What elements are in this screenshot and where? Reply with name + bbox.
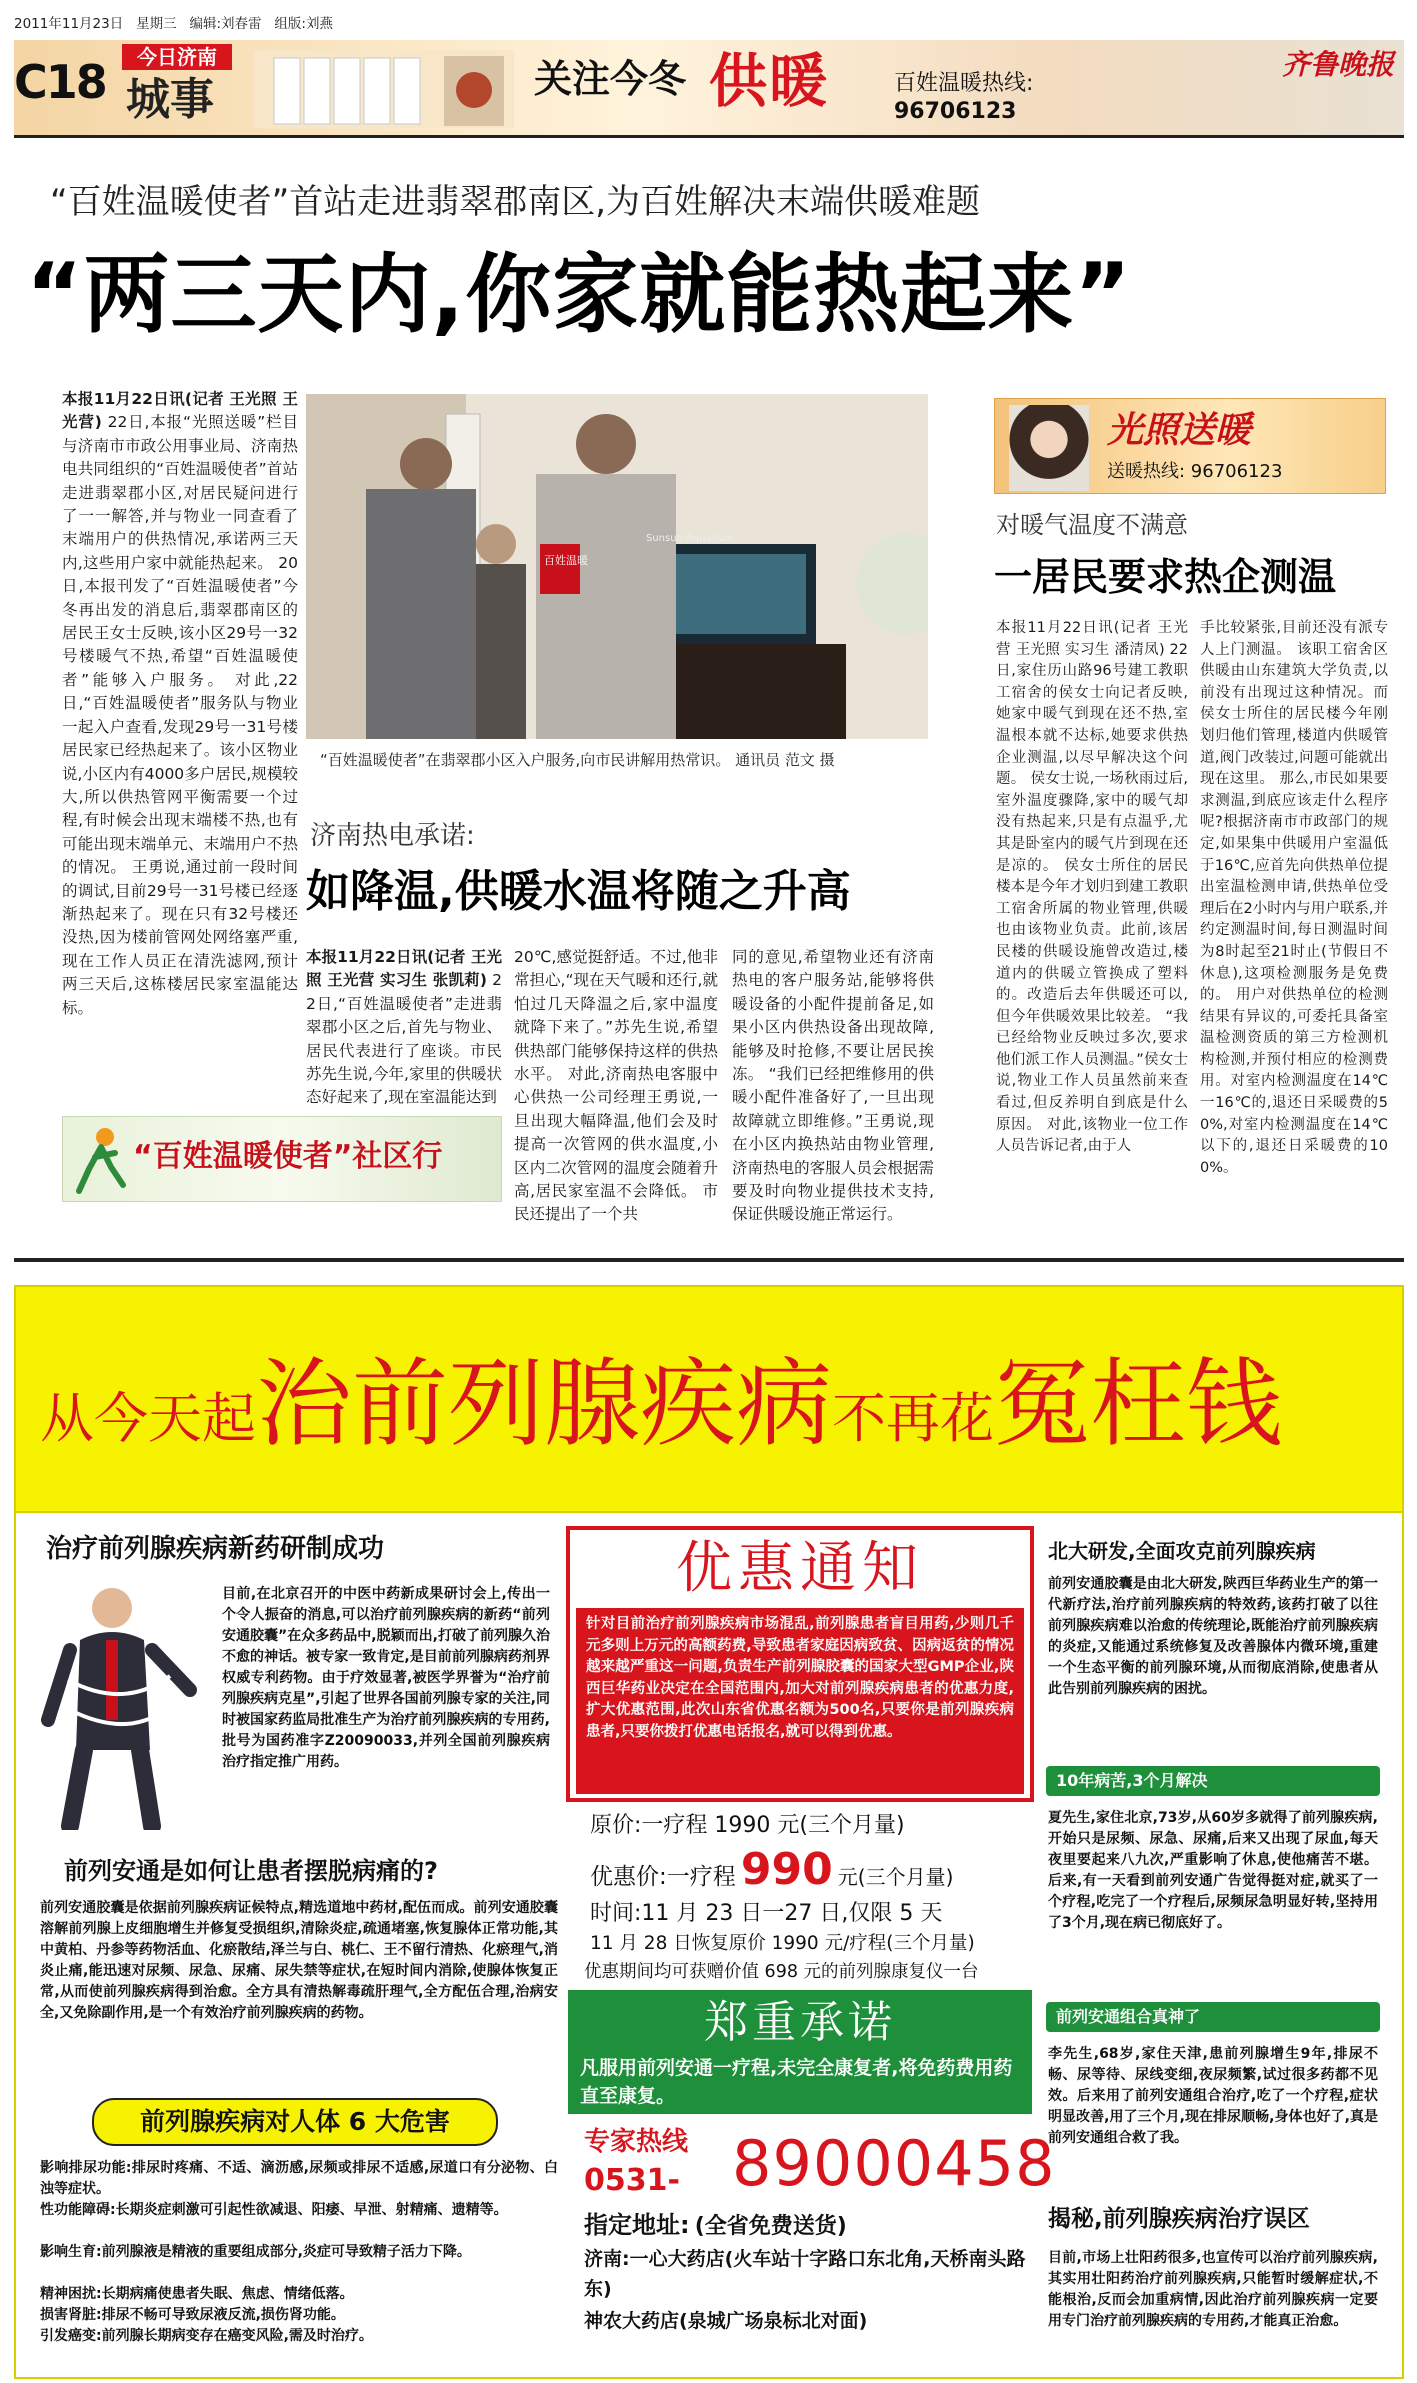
ad-right-head: 北大研发,全面攻克前列腺疾病 — [1048, 1539, 1316, 1563]
side-body-1: 本报11月22日讯(记者 王光营 王光照 实习生 潘清凤) 22日,家住历山路96号建工教职工宿舍的侯女士向记者反映,她家中暖气到现在还不热,室温根本就不达标,她要求供热企业测温,以尽早解决这个问题。 侯女士说,一场秋雨过后,室外温度骤降,家中的暖气却没有热起来,只是有点温乎,尤其是卧室内的暖气片到现在还是凉的。 侯女士所住的居民楼本是今年才划归到建工教职工宿舍所属的物业管理,供暖也由该物业负责。此前,该居民楼的供暖设施曾改造过,楼道内的供暖立管换成了塑料的。改造后去年供暖还可以,但今年供暖效果比较差。 “我已经给物业反映过多次,要求他们派工作人员测温。”侯女士说,物业工作人员虽然前来查看过,但反养明自到底是什么原因。 对此,该物业一位工作人员告诉记者,由于人 — [996, 620, 1188, 1155]
ad-address-1: 济南:一心大药店(火车站十字路口东北角,天桥南头路东) — [584, 2248, 1026, 2300]
banner-title-b: 供暖 — [709, 47, 830, 115]
masthead-meta — [14, 12, 614, 32]
side-brand-box — [994, 398, 1386, 494]
ad-promo-text: 针对目前治疗前列腺疾病市场混乱,前列腺患者盲目用药,少则几千元多则上万元的高额药费,导致患者家庭因病致贫、因病返贫的情况越来越严重这一问题,负责生产前列腺胶囊的国家大型GMP企业,陕西巨华药业决定在全国范围内,加大对前列腺疾病患者的优惠力度,扩大优惠范围,此次山东省优惠名额为500名,只要你是前列腺疾病患者,只要你拨打优惠电话报名,就可以得到优惠。 — [586, 1616, 1014, 1740]
ad-sale-unit: 元(三个月量) — [837, 1865, 954, 1889]
ad-danger-item: 影响生育:前列腺液是精液的重要组成部分,炎症可导致精子活力下降。 — [40, 2244, 471, 2260]
masthead-weekday: 星期三 — [136, 16, 177, 32]
ad-danger-item: 损害肾脏:排尿不畅可导致尿液反流,损伤肾功能。 — [40, 2307, 345, 2323]
community-banner-text: “百姓温暖使者”社区行 — [133, 1139, 443, 1174]
ad-left-head: 治疗前列腺疾病新药研制成功 — [46, 1534, 385, 1564]
photo-armband: 百姓温暖 — [544, 554, 588, 567]
masthead-layout: 组版:刘燕 — [274, 16, 333, 32]
ad-myth-head: 揭秘,前列腺疾病治疗误区 — [1048, 2206, 1310, 2232]
ad-doctor-illustration — [40, 1580, 208, 1830]
ad-sale-price: 990 — [740, 1844, 833, 1895]
ad-left-body-2: 前列安通胶囊是依据前列腺疾病证候特点,精选道地中药材,配伍而成。前列安通胶囊溶解前列腺上皮细胞增生并修复受损组织,清除炎症,疏通堵塞,恢复腺体正常功能,其中黄柏、丹参等药物活血、化瘀散结,泽兰与白、桃仁、王不留行清热、化瘀理气,消炎止痛,能迅速对尿频、尿急、尿痛、尿失禁等症状,在短时间内消除,使腺体恢复正常,从而使前列腺疾病得到治愈。全方具有清热解毒疏肝理气,全方配伍合理,治病安全,又免除副作用,是一个有效治疗前列腺疾病的药物。 — [40, 1900, 558, 2021]
ad-danger-item: 影响排尿功能:排尿时疼痛、不适、滴沥感,尿频或排尿不适感,尿道口有分泌物、白浊等症状。 — [40, 2160, 558, 2197]
masthead-banner — [14, 40, 1404, 138]
page-number: C18 — [14, 55, 106, 109]
ad-left-head-2: 前列安通是如何让患者摆脱病痛的? — [64, 1857, 438, 1885]
masthead-date: 2011年11月23日 — [14, 16, 124, 32]
ad-title — [40, 1329, 1390, 1479]
ad-address-2: 神农大药店(泉城广场泉标北对面) — [584, 2310, 868, 2332]
side-headline: 一居民要求热企测温 — [994, 555, 1337, 599]
side-brand: 光照送暖 — [1107, 410, 1252, 451]
ad-promo-box — [566, 1526, 1034, 1802]
ad-title-band — [14, 1285, 1404, 1513]
lead-headline: “两三天内,你家就能热起来” — [26, 245, 1132, 345]
hotline-label: 百姓温暖热线: — [894, 71, 1034, 96]
radiator-icon — [254, 50, 514, 128]
ad-area-code: 0531- — [584, 2163, 680, 2198]
section-label: 城事 — [126, 74, 214, 125]
ad-promise-title: 郑重承诺 — [704, 1997, 896, 2048]
ad-danger-item: 性功能障碍:长期炎症刺激可引起性欲减退、阳痿、早泄、射精痛、遗精等。 — [40, 2202, 508, 2218]
ad-address-line — [584, 2208, 1034, 2242]
sub-headline: 如降温,供暖水温将随之升高 — [306, 866, 851, 917]
side-column-1 — [996, 618, 1188, 1218]
ad-title-b: 治前列腺疾病 — [256, 1348, 832, 1460]
lead-kicker: “百姓温暖使者”首站走进翡翠郡南区,为百姓解决末端供暖难题 — [50, 182, 981, 222]
ad-case2-body: 李先生,68岁,家住天津,患前列腺增生9年,排尿不畅、尿等待、尿线变细,夜尿频繁,试过很多药都不见效。后来用了前列安通组合治疗,吃了一个疗程,症状明显改善,用了三个月,现在排尿顺畅,身体也好了,真是前列安通组合救了我。 — [1048, 2046, 1378, 2146]
lead-body-1: 22日,本报“光照送暖”栏目与济南市市政公用事业局、济南热电共同组织的“百姓温暖使者”首站走进翡翠郡小区,对居民疑问进行了一一解答,并与物业一同查看了末端用户的供热情况,承诺两三天内,这些用户家中就能热起来。 20日,本报刊发了“百姓温暖使者”今冬再出发的消息后,翡翠郡南区的居民王女士反映,该小区29号一32号楼暖气不热,希望“百姓温暖使者”能够入户服务。 对此,22日,“百姓温暖使者”服务队与物业一起入户查看,发现29号一31号楼居民家已经热起来了。该小区物业说,小区内有4000多户居民,规模较大,所以供热管网平衡需要一个过程,有时候会出现末端楼不热,也有可能出现末端单元、末端用户不热的情况。 王勇说,通过前一段时间的调试,目前29号一31号楼已经逐渐热起来了。现在只有32号楼还没热,因为楼前管网处网络塞严重,现在工作人员正在清洗滤网,预计两三天后,这栋楼居民家室温能达标。 — [62, 413, 298, 1017]
ad-case1-head: 10年病苦,3个月解决 — [1056, 1771, 1208, 1790]
paper-name-logo: 齐鲁晚报 — [1281, 48, 1394, 81]
section-top-label: 今日济南 — [122, 44, 232, 70]
community-banner — [62, 1116, 502, 1202]
ad-case2-head-box — [1046, 2002, 1380, 2032]
ad-expert-label: 专家热线 — [584, 2127, 689, 2157]
ad-time-line: 时间:11 月 23 日一27 日,仅限 5 天 — [590, 1901, 943, 1926]
hotline-number: 96706123 — [894, 99, 1017, 124]
ad-promo-title: 优惠通知 — [676, 1536, 924, 1601]
side-column-2 — [1200, 618, 1388, 1218]
sub-kicker: 济南热电承诺: — [310, 821, 475, 851]
ad-title-a: 从今天起 — [40, 1387, 256, 1450]
banner-title-a: 关注今冬 — [534, 57, 687, 101]
ad-address-note: (全省免费送货) — [694, 2214, 847, 2239]
ad-sale-price-line — [590, 1842, 1030, 1898]
ad-case1-body: 夏先生,家住北京,73岁,从60岁多就得了前列腺疾病,开始只是尿频、尿急、尿痛,后来又出现了尿血,每天夜里要起来八九次,严重影响了休息,使他痛苦不堪。后来,有一天看到前列安通广告觉得挺对症,就买了一个疗程,吃完了一个疗程后,尿频尿急明显好转,坚持用了3个月,现在病已彻底好了。 — [1048, 1810, 1378, 1931]
ad-address-label: 指定地址: — [584, 2211, 690, 2239]
ad-case1-head-box — [1046, 1766, 1380, 1796]
ad-promise-box — [568, 1990, 1032, 2114]
runner-icon — [71, 1125, 131, 1195]
ad-phone[interactable]: 89000458 — [732, 2127, 1056, 2200]
ad-myth-body: 目前,市场上壮阳药很多,也宣传可以治疗前列腺疾病,其实用壮阳药治疗前列腺疾病,只能暂时缓解症状,不能根治,反而会加重病情,因此治疗前列腺疾病一定要用专门治疗前列腺疾病的专用药,才能真正治愈。 — [1048, 2250, 1378, 2329]
ad-danger-item: 引发癌变:前列腺长期病变存在癌变风险,需及时治疗。 — [40, 2328, 373, 2344]
lead-photo — [306, 394, 928, 739]
ad-danger-title — [92, 2098, 498, 2146]
ad-title-c: 不再花 — [832, 1387, 994, 1450]
photo-aquarium-sign: Sunsun Aquarium — [646, 533, 735, 544]
ad-title-d: 冤枉钱 — [994, 1348, 1282, 1460]
side-kicker: 对暖气温度不满意 — [996, 511, 1188, 539]
ad-gift-line: 优惠期间均可获赠价值 698 元的前列腺康复仪一台 — [584, 1962, 979, 1982]
lead-byline-b: 王光照 王光营) — [62, 390, 298, 432]
lead-column-1 — [62, 388, 298, 1168]
side-hotline: 送暖热线: 96706123 — [1107, 461, 1283, 482]
ad-promise-text: 凡服用前列安通一疗程,未完全康复者,将免药费用药直至康复。 — [580, 2057, 1013, 2107]
sub-body-1: 22日,“百姓温暖使者”走进翡翠郡小区之后,首先与物业、居民代表进行了座谈。市民苏先生说,今年,家里的供暖状态好起来了,现在室温能达到 — [306, 971, 502, 1107]
sub-byline: 本报11月22日讯(记者 王光照 王光营 实习生 张凯莉) — [306, 948, 502, 990]
ad-case2-head: 前列安通组合真神了 — [1056, 2007, 1201, 2026]
ad-promo-text-box — [576, 1608, 1024, 1794]
ad-right-body-1: 前列安通胶囊是由北大研发,陕西巨华药业生产的第一代新疗法,治疗前列腺疾病的特效药,该药打破了以往前列腺疾病难以治愈的传统理论,既能治疗前列腺疾病的炎症,又能通过系统修复及改善腺体内微环境,重建一个生态平衡的前列腺环境,从而彻底消除,使患者从此告别前列腺疾病的困扰。 — [1048, 1576, 1378, 1697]
section-divider — [14, 1258, 1404, 1262]
ad-orig-price: 原价:一疗程 1990 元(三个月量) — [590, 1813, 905, 1838]
ad-danger-title-text: 前列腺疾病对人体 6 大危害 — [140, 2107, 450, 2136]
ad-sale-label: 优惠价:一疗程 — [590, 1864, 736, 1890]
ad-danger-item: 精神困扰:长期病痛使患者失眠、焦虑、情绪低落。 — [40, 2286, 354, 2302]
sub-body-3: 同的意见,希望物业还有济南热电的客户服务站,能够将供暖设备的小配件提前备足,如果小区内供热设备出现故障,能够及时抢修,不要让居民挨冻。 “我们已经把维修用的供暖小配件准备好了,一旦出现故障就立即维修。”王勇说,现在小区内换热站由物业管理,济南热电的客服人员会根据需要及时向物业提供技术支持,保证供暖设施正常运行。 — [732, 948, 934, 1224]
ad-danger-list — [40, 2158, 558, 2378]
side-body-2: 手比较紧张,目前还没有派专人上门测温。 该职工宿舍区供暖由山东建筑大学负责,以前没有出现过这种情况。而侯女士所住的居民楼今年刚划归他们管理,楼道内供暖管道,阀门改装过,问题可能就出现在这里。 那么,市民如果要求测温,到底应该走什么程序呢?根据济南市市政部门的规定,如果集中供暖用户室温低于16℃,应首先向供热单位提出室温检测申请,供热单位受理后在2小时内与用户联系,并约定测温时间,每日测温时间为8时起至21时止(节假日不休息),这项检测服务是免费的。 用户对供热单位的检测结果有异议的,可委托具备室温检测资质的第三方检测机构检测,并预付相应的检测费用。对室内检测温度在14℃一16℃的,退还日采暖费的50%,对室内检测温度在14℃以下的,退还日采暖费的100%。 — [1200, 620, 1388, 1176]
side-reporter-photo — [1009, 405, 1089, 491]
sub-column-2 — [514, 946, 718, 1246]
masthead-editor: 编辑:刘春雷 — [189, 16, 262, 32]
lead-byline-a: 本报11月22日讯(记者 — [62, 390, 225, 408]
ad-left-body-1: 目前,在北京召开的中医中药新成果研讨会上,传出一个令人振奋的消息,可以治疗前列腺疾病的新药“前列安通胶囊”在众多药品中,脱颖而出,打破了前列腺久治不愈的神话。被专家一致肯定,是目前前列腺病药剂界权威专利药物。由于疗效显著,被医学界誉为“治疗前列腺疾病克星”,引起了世界各国前列腺专家的关注,同时被国家药监局批准生产为治疗前列腺疾病的专用药,批号为国药准字Z20090033,并列全国前列腺疾病治疗指定推广用药。 — [222, 1586, 550, 1770]
sub-body-2: 20℃,感觉挺舒适。不过,他非常担心,“现在天气暖和还行,就怕过几天降温之后,家中温度就降下来了。”苏先生说,希望供热部门能够保持这样的供热水平。 对此,济南热电客服中心供热一公司经理王勇说,一旦出现大幅降温,他们会及时提高一次管网的供水温度,小区内二次管网的温度会随着升高,居民家室温不会降低。 市民还提出了一个共 — [514, 948, 718, 1224]
sub-column-3 — [732, 946, 934, 1246]
lead-photo-caption: “百姓温暖使者”在翡翠郡小区入户服务,向市民讲解用热常识。 通讯员 范文 摄 — [320, 751, 835, 769]
ad-restore-line: 11 月 28 日恢复原价 1990 元/疗程(三个月量) — [590, 1933, 975, 1954]
